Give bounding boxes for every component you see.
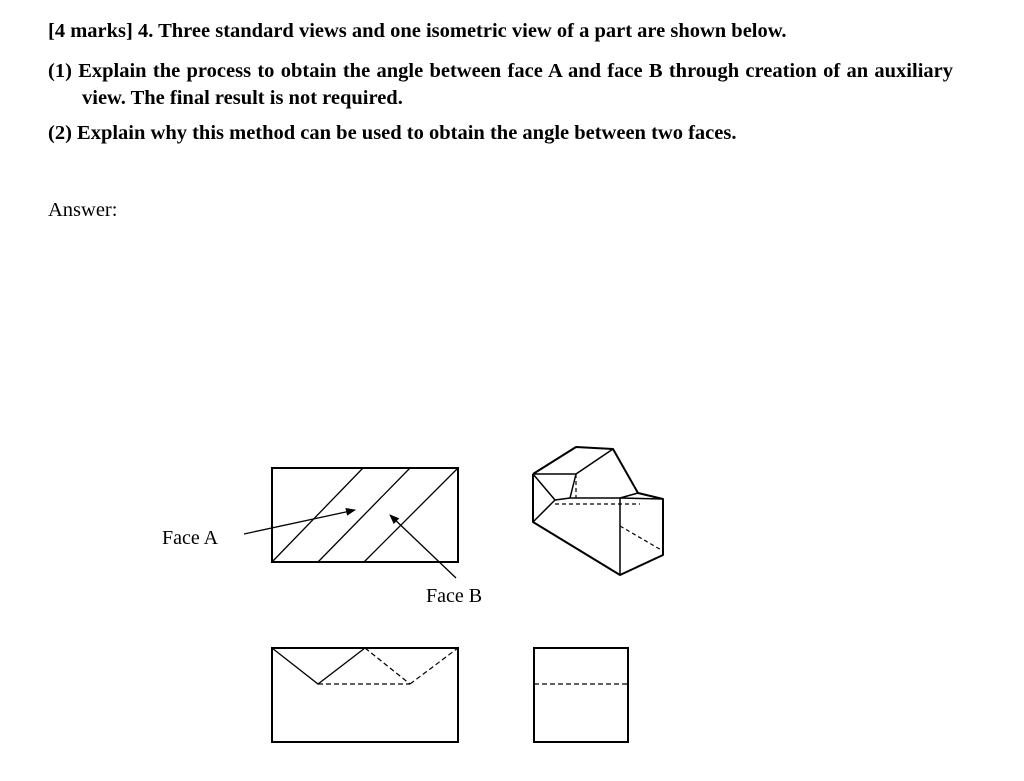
iso-outline xyxy=(533,447,663,575)
iso-front-diagonal xyxy=(533,500,555,522)
face-a-edge-left xyxy=(272,468,363,562)
iso-top-right-edge xyxy=(620,498,663,499)
face-b-arrow xyxy=(390,515,456,578)
answer-label: Answer: xyxy=(48,199,118,221)
front-view-v-notch xyxy=(272,648,365,684)
top-view xyxy=(272,468,458,562)
question-part-1-text: (1) Explain the process to obtain the angle between face A and face B through creation of an auxiliary view. The final result is not required. xyxy=(48,60,953,109)
leader-lines xyxy=(244,510,456,578)
face-b-label: Face B xyxy=(426,585,483,607)
question-part-2: (2) Explain why this method can be used to obtain the angle between two faces. xyxy=(48,122,737,144)
front-view xyxy=(272,648,458,742)
iso-hidden-right xyxy=(620,526,663,551)
side-view xyxy=(534,648,628,742)
iso-notch-face-edge xyxy=(570,474,576,498)
isometric-view xyxy=(533,447,663,575)
front-view-outline xyxy=(272,648,458,742)
iso-notch-bottom-left xyxy=(555,498,570,500)
face-b-edge xyxy=(364,468,458,562)
top-view-outline xyxy=(272,468,458,562)
question-title: [4 marks] 4. Three standard views and one isometric view of a part are shown below. xyxy=(48,20,787,42)
front-view-hidden-slope-2 xyxy=(410,648,458,684)
iso-notch-left xyxy=(533,474,555,500)
front-view-hidden-slope-1 xyxy=(365,648,410,684)
face-a-arrow xyxy=(244,510,355,534)
side-view-outline xyxy=(534,648,628,742)
iso-ridge-top xyxy=(576,449,613,474)
face-a-label: Face A xyxy=(162,527,219,549)
iso-notch-right xyxy=(620,493,638,498)
